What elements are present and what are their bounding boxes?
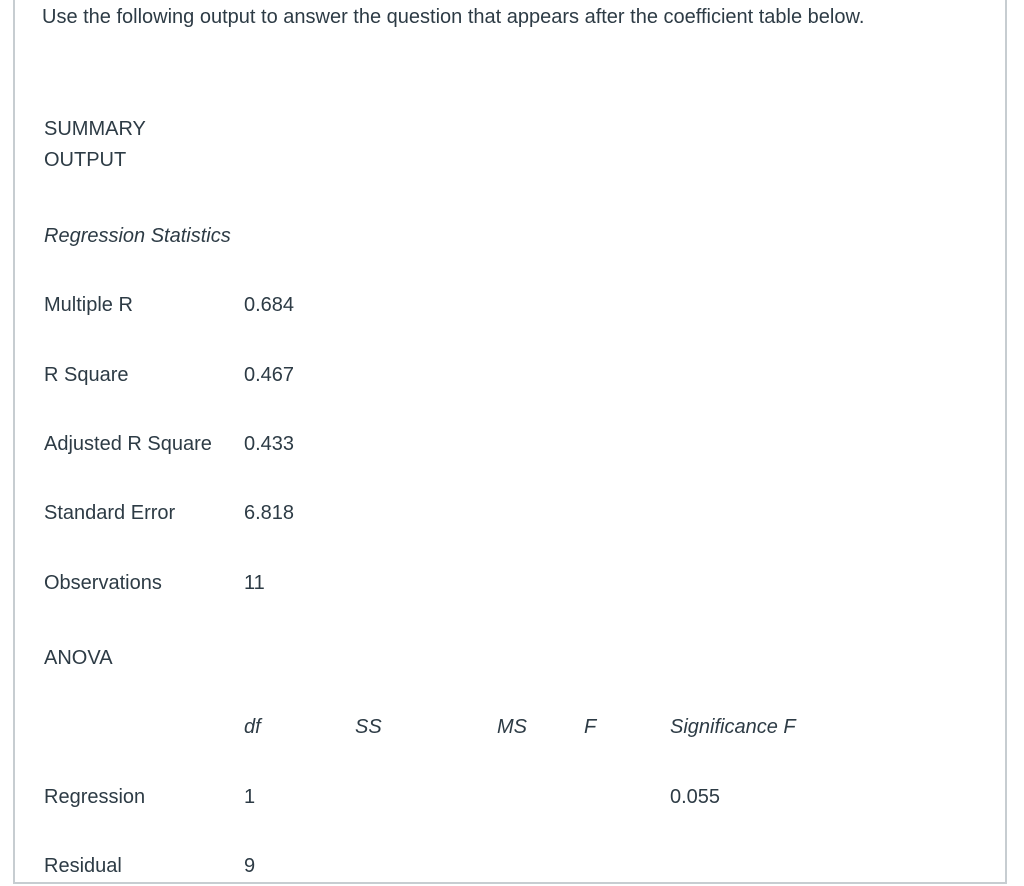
stat-value-multiple-r: 0.684	[244, 294, 295, 316]
anova-row-regression-df: 1	[244, 786, 256, 808]
anova-col-significance-f: Significance F	[670, 716, 796, 738]
stat-value-observations: 11	[244, 572, 265, 594]
regression-statistics-heading: Regression Statistics	[44, 225, 231, 247]
anova-row-regression-label: Regression	[44, 786, 146, 808]
intro-text: Use the following output to answer the question that appears after the coefficient table below.	[42, 6, 865, 28]
anova-row-residual-label: Residual	[44, 855, 122, 877]
anova-heading: ANOVA	[44, 647, 113, 669]
stat-value-standard-error: 6.818	[244, 502, 295, 524]
summary-title-line1: SUMMARY	[44, 118, 146, 140]
anova-col-ms: MS	[497, 716, 527, 738]
stat-value-adjusted-r-square: 0.433	[244, 433, 295, 455]
stat-label-adjusted-r-square: Adjusted R Square	[44, 433, 212, 455]
anova-col-f: F	[584, 716, 597, 738]
anova-col-df: df	[244, 716, 261, 738]
stat-label-observations: Observations	[44, 572, 162, 594]
stat-label-multiple-r: Multiple R	[44, 294, 133, 316]
anova-row-residual-df: 9	[244, 855, 256, 877]
stat-value-r-square: 0.467	[244, 364, 295, 386]
anova-col-ss: SS	[355, 716, 382, 738]
stat-label-r-square: R Square	[44, 364, 129, 386]
anova-row-regression-significance-f: 0.055	[670, 786, 721, 808]
summary-title-line2: OUTPUT	[44, 149, 127, 171]
stat-label-standard-error: Standard Error	[44, 502, 176, 524]
